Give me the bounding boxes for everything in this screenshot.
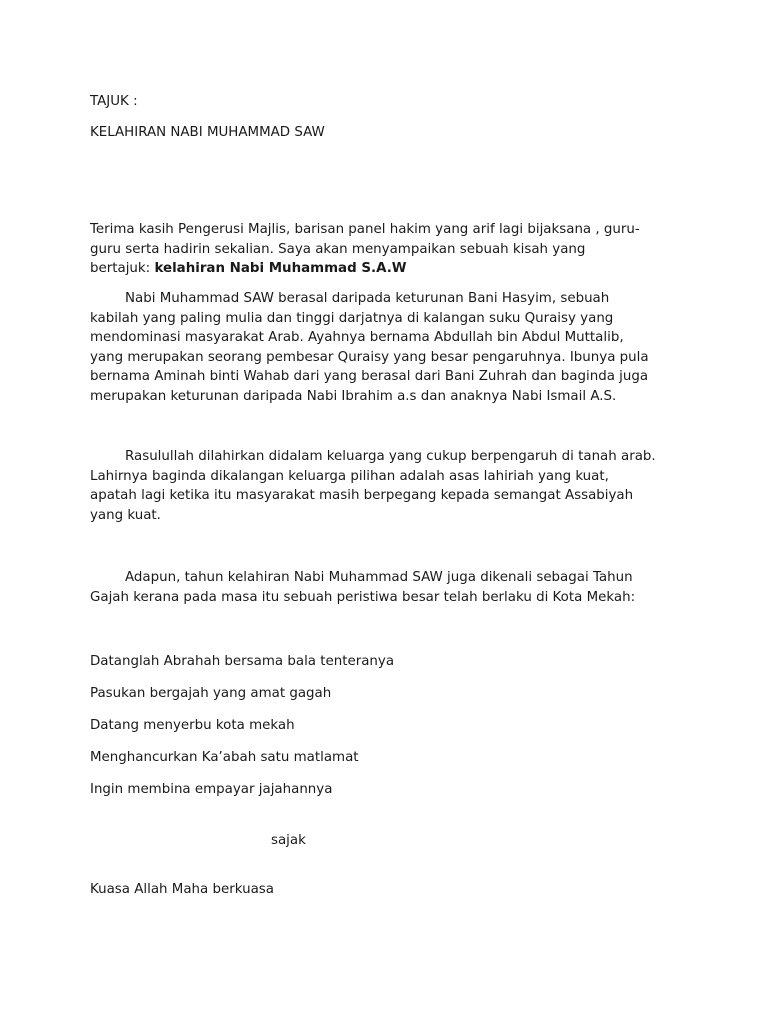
- intro-line-3: [90, 259, 680, 279]
- paragraph-2-line: Rasulullah dilahirkan didalam keluarga yang cukup berpengaruh di tanah arab.: [125, 449, 656, 464]
- poem-line-1: Datanglah Abrahah bersama bala tenteranya: [90, 654, 395, 669]
- intro-line-3-prefix: bertajuk:: [90, 261, 155, 276]
- paragraph-1-line: bernama Aminah binti Wahab dari yang berasal dari Bani Zuhrah dan baginda juga: [90, 369, 649, 384]
- paragraph-3: [90, 568, 680, 607]
- paragraph-2-line: Lahirnya baginda dikalangan keluarga pilihan adalah asas lahiriah yang kuat,: [90, 468, 609, 484]
- poem-label: sajak: [271, 833, 306, 848]
- paragraph-1-line: mendominasi masyarakat Arab. Ayahnya bernama Abdullah bin Abdul Muttalib,: [90, 330, 624, 345]
- intro-paragraph: [90, 220, 680, 279]
- poem-line-3: Datang menyerbu kota mekah: [90, 718, 295, 733]
- paragraph-2-line: apatah lagi ketika itu masyarakat masih berpegang kepada semangat Assabiyah: [90, 488, 634, 503]
- poem-line-4: Menghancurkan Ka’abah satu matlamat: [90, 750, 359, 765]
- intro-topic-bold: kelahiran Nabi Muhammad S.A.W: [154, 261, 407, 276]
- intro-line-1: Terima kasih Pengerusi Majlis, barisan panel hakim yang arif lagi bijaksana , guru-: [90, 222, 640, 237]
- paragraph-1-line: merupakan keturunan daripada Nabi Ibrahim a.s dan anaknya Nabi Ismail A.S.: [90, 388, 617, 404]
- paragraph-2: [90, 447, 680, 525]
- paragraph-3-line: Gajah kerana pada masa itu sebuah peristiwa besar telah berlaku di Kota Mekah:: [90, 589, 636, 605]
- paragraph-2-line: yang kuat.: [90, 507, 161, 523]
- poem-line-5: Ingin membina empayar jajahannya: [90, 782, 333, 797]
- paragraph-1-line: kabilah yang paling mulia dan tinggi darjatnya di kalangan suku Quraisy yang: [90, 310, 614, 326]
- paragraph-1: [90, 289, 680, 406]
- paragraph-3-line: Adapun, tahun kelahiran Nabi Muhammad SAW juga dikenali sebagai Tahun: [125, 570, 633, 585]
- paragraph-1-line: yang merupakan seorang pembesar Quraisy yang besar pengaruhnya. Ibunya pula: [90, 349, 649, 365]
- closing-line: Kuasa Allah Maha berkuasa: [90, 882, 274, 897]
- document-title: KELAHIRAN NABI MUHAMMAD SAW: [90, 125, 325, 140]
- paragraph-1-line: Nabi Muhammad SAW berasal daripada keturunan Bani Hasyim, sebuah: [125, 291, 610, 306]
- heading-label: TAJUK :: [90, 94, 138, 109]
- poem-line-2: Pasukan bergajah yang amat gagah: [90, 686, 332, 701]
- intro-line-2: guru serta hadirin sekalian. Saya akan menyampaikan sebuah kisah yang: [90, 241, 586, 257]
